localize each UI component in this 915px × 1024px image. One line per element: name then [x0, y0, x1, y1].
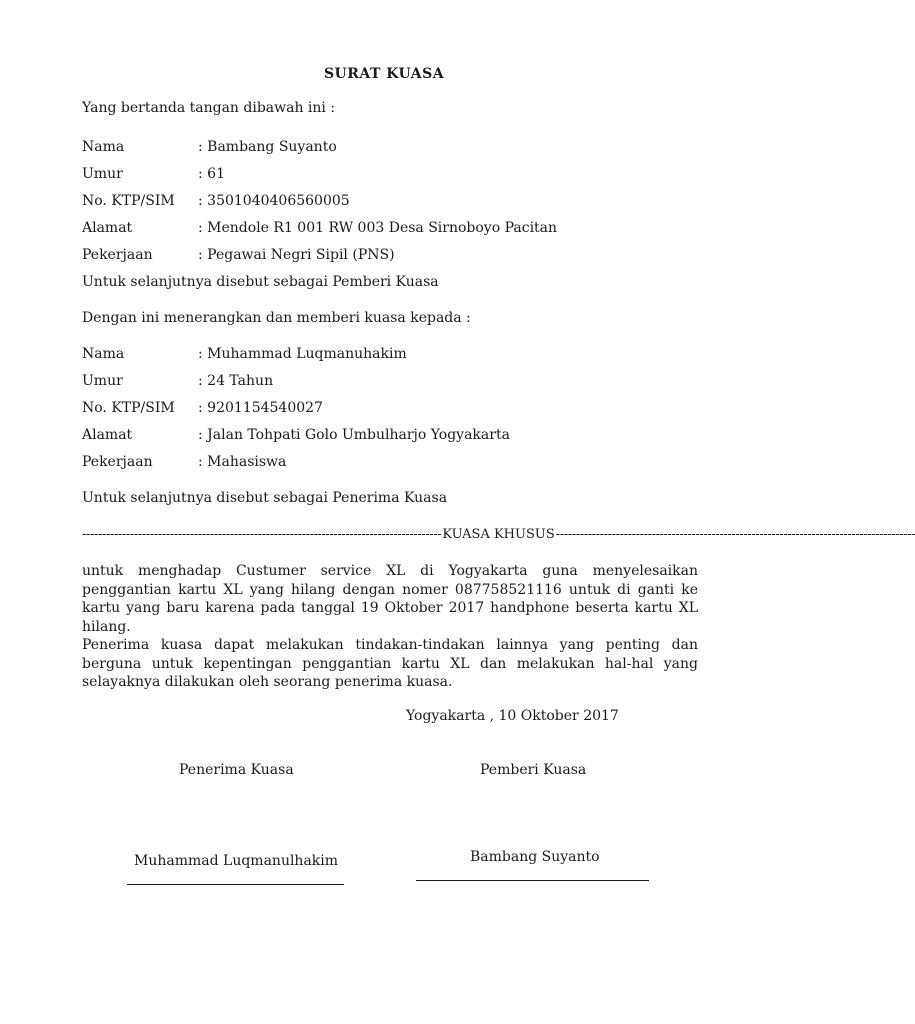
body-paragraph-1: untuk menghadap Custumer service XL di Yogyakarta guna menyelesaikan penggantian kartu XL yang hilang dengan nomer 087758521116 untuk di ganti ke kartu yang baru karena pada tanggal 19 Oktober 2017 handphone beserta kartu XL hilang.: [82, 563, 698, 635]
pemberi-row-id: [82, 193, 350, 209]
field-label: No. KTP/SIM: [82, 193, 175, 209]
field-value: : Mahasiswa: [198, 454, 287, 470]
pemberi-row-name: [82, 139, 337, 155]
field-value: : Mendole R1 001 RW 003 Desa Sirnoboyo Pacitan: [198, 220, 558, 236]
field-label: No. KTP/SIM: [82, 400, 175, 416]
pemberi-row-age: [82, 166, 225, 182]
penerima-row-address: [82, 427, 510, 443]
pemberi-row-address: [82, 220, 557, 236]
field-label: Umur: [82, 166, 123, 182]
sign-left-label: Penerima Kuasa: [179, 762, 294, 778]
sign-right-line: [416, 880, 649, 881]
body-paragraph-2: Penerima kuasa dapat melakukan tindakan-tindakan lainnya yang penting dan berguna untuk kepentingan penggantian kartu XL dan melakukan hal-hal yang selayaknya dilakukan oleh seorang penerima kuasa.: [82, 637, 698, 690]
sign-left-line: [127, 884, 344, 885]
dash-right: ------------------------------------------------------------------------------------------: [555, 527, 915, 542]
penerima-row-id: [82, 400, 323, 416]
field-label: Pekerjaan: [82, 454, 153, 470]
pemberi-note: Untuk selanjutnya disebut sebagai Pemberi Kuasa: [82, 274, 439, 290]
section-label: KUASA KHUSUS: [442, 527, 555, 542]
field-label: Nama: [82, 346, 125, 362]
statement-text: Dengan ini menerangkan dan memberi kuasa kepada :: [82, 310, 471, 326]
field-label: Alamat: [82, 427, 133, 443]
field-value: : 24 Tahun: [198, 373, 274, 389]
field-label: Nama: [82, 139, 125, 155]
field-value: : Jalan Tohpati Golo Umbulharjo Yogyakarta: [198, 427, 510, 443]
pemberi-row-job: [82, 247, 395, 263]
section-divider: [82, 527, 915, 542]
penerima-row-age: [82, 373, 273, 389]
field-value: : Pegawai Negri Sipil (PNS): [198, 247, 395, 263]
field-value: : Muhammad Luqmanuhakim: [198, 346, 407, 362]
penerima-note: Untuk selanjutnya disebut sebagai Penerima Kuasa: [82, 490, 448, 506]
field-value: : 3501040406560005: [198, 193, 350, 209]
field-value: : Bambang Suyanto: [198, 139, 337, 155]
sign-right-name: Bambang Suyanto: [470, 849, 600, 865]
dash-left: ------------------------------------------------------------------------------------------: [82, 527, 442, 542]
field-label: Alamat: [82, 220, 133, 236]
field-value: : 9201154540027: [198, 400, 323, 416]
field-label: Pekerjaan: [82, 247, 153, 263]
body-text: [82, 562, 698, 692]
place-date: Yogyakarta , 10 Oktober 2017: [406, 708, 619, 724]
penerima-row-job: [82, 454, 286, 470]
penerima-row-name: [82, 346, 407, 362]
field-label: Umur: [82, 373, 123, 389]
intro-text: Yang bertanda tangan dibawah ini :: [82, 100, 336, 116]
field-value: : 61: [198, 166, 225, 182]
document-title: SURAT KUASA: [323, 66, 445, 82]
sign-right-label: Pemberi Kuasa: [480, 762, 587, 778]
sign-left-name: Muhammad Luqmanulhakim: [134, 853, 339, 869]
